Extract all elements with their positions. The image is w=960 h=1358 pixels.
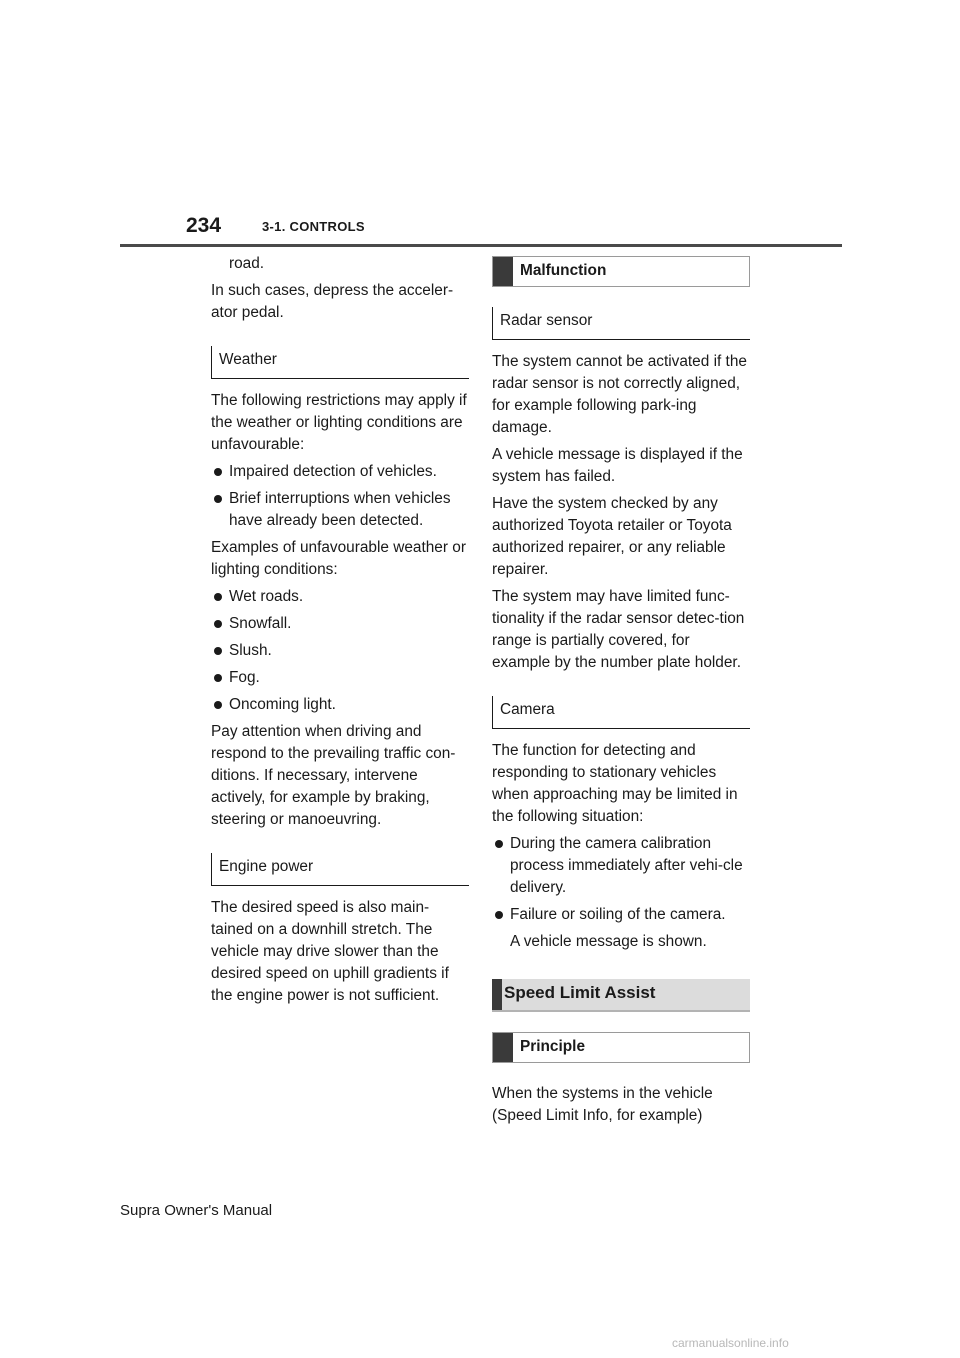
heading-text: Speed Limit Assist bbox=[504, 983, 656, 1002]
heading-bar bbox=[492, 979, 502, 1010]
paragraph: Have the system checked by any authorized Toyota retailer or Toyota authorized repairer, or any reliable repairer. bbox=[492, 495, 732, 578]
page-number: 234 bbox=[186, 214, 222, 237]
paragraph: The system cannot be activated if the radar sensor is not correctly aligned, for example following park-ing damage. bbox=[492, 353, 747, 436]
bullet-list bbox=[211, 461, 469, 532]
list-item: During the camera calibration process immediately after vehi-cle delivery. bbox=[492, 833, 750, 899]
heading-text: Malfunction bbox=[520, 262, 607, 279]
paragraph: Examples of unfavourable weather or lighting conditions: bbox=[211, 539, 466, 578]
malfunction-heading bbox=[492, 256, 750, 287]
heading-bar bbox=[493, 1033, 513, 1062]
list-item: Failure or soiling of the camera. bbox=[492, 904, 750, 926]
paragraph: Pay attention when driving and respond to the prevailing traffic con-ditions. If necessary, intervene actively, for example by braking, steering or manoeuvring. bbox=[211, 723, 456, 828]
engine-power-heading: Engine power bbox=[211, 853, 469, 886]
paragraph: When the systems in the vehicle (Speed Limit Info, for example) bbox=[492, 1085, 713, 1124]
heading-bar bbox=[493, 257, 513, 286]
list-item: Impaired detection of vehicles. bbox=[211, 461, 469, 483]
list-item: Brief interruptions when vehicles have already been detected. bbox=[211, 488, 469, 532]
paragraph: The function for detecting and responding to stationary vehicles when approaching may be limited in the following situation: bbox=[492, 742, 738, 825]
paragraph: The desired speed is also main-tained on a downhill stretch. The vehicle may drive slower than the desired speed on uphill gradients if the engine power is not sufficient. bbox=[211, 899, 449, 1004]
list-item: Fog. bbox=[211, 667, 469, 689]
header-divider bbox=[120, 244, 842, 247]
bullet-list bbox=[211, 586, 469, 716]
weather-heading: Weather bbox=[211, 346, 469, 379]
right-column bbox=[492, 256, 750, 1132]
watermark: carmanualsonline.info bbox=[672, 1336, 789, 1350]
footer-title: Supra Owner's Manual bbox=[120, 1202, 273, 1219]
bullet-list bbox=[492, 833, 750, 926]
heading-text: Principle bbox=[520, 1038, 586, 1055]
list-item: Oncoming light. bbox=[211, 694, 469, 716]
paragraph: A vehicle message is displayed if the system has failed. bbox=[492, 446, 743, 485]
camera-heading: Camera bbox=[492, 696, 750, 729]
section-label: 3-1. CONTROLS bbox=[262, 219, 365, 234]
principle-heading bbox=[492, 1032, 750, 1063]
continued-text: road. bbox=[229, 255, 265, 272]
speed-limit-assist-heading bbox=[492, 979, 750, 1012]
paragraph: In such cases, depress the acceler-ator pedal. bbox=[211, 282, 454, 321]
list-item: Slush. bbox=[211, 640, 469, 662]
paragraph: The following restrictions may apply if the weather or lighting conditions are unfavourable: bbox=[211, 392, 467, 453]
radar-sensor-heading: Radar sensor bbox=[492, 307, 750, 340]
list-item: Snowfall. bbox=[211, 613, 469, 635]
note-text: A vehicle message is shown. bbox=[510, 933, 707, 950]
left-column bbox=[211, 253, 469, 1012]
list-item: Wet roads. bbox=[211, 586, 469, 608]
paragraph: The system may have limited func-tionality if the radar sensor detec-tion range is partially covered, for example by the number plate holder. bbox=[492, 588, 745, 671]
